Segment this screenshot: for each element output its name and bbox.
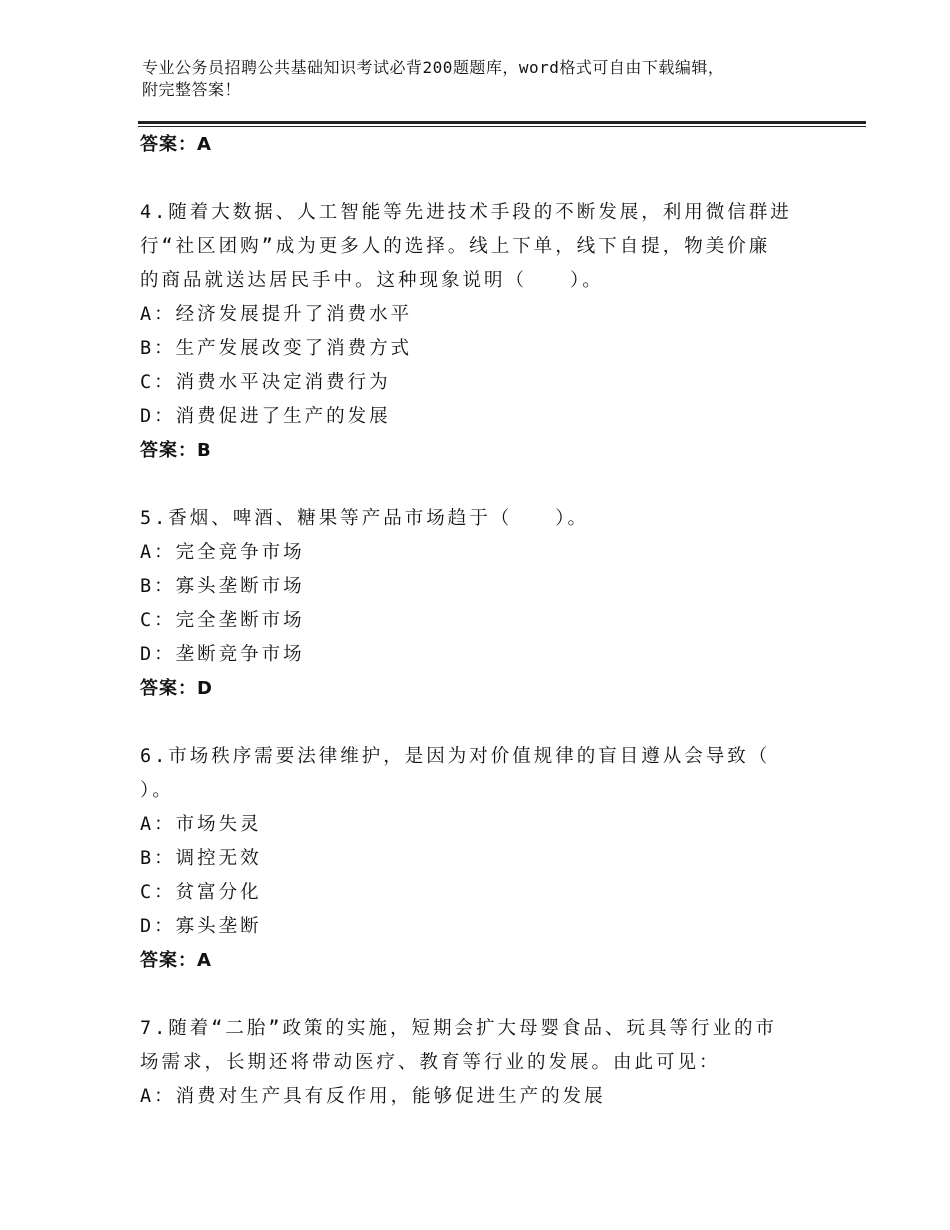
question-text-line: 5.香烟、啤酒、糖果等产品市场趋于（ ）。: [140, 508, 590, 529]
question-block: [140, 1012, 810, 1114]
question-text-line: 6.市场秩序需要法律维护，是因为对价值规律的盲目遵从会导致（: [140, 746, 771, 767]
answer-line: 答案：D: [140, 678, 213, 699]
option-c: C：贫富分化: [140, 882, 262, 903]
option-c: C：完全垄断市场: [140, 610, 305, 631]
question-text-line: 7.随着“二胎”政策的实施，短期会扩大母婴食品、玩具等行业的市: [140, 1018, 778, 1039]
option-d: D：垄断竞争市场: [140, 644, 305, 665]
question-block: [140, 502, 810, 706]
option-d: D：寡头垄断: [140, 916, 262, 937]
answer-line: 答案：A: [140, 950, 212, 971]
option-a: A：完全竞争市场: [140, 542, 305, 563]
answer-line: 答案：A: [140, 134, 212, 155]
option-a: A：经济发展提升了消费水平: [140, 304, 413, 325]
question-block: [140, 740, 810, 978]
question-list: [140, 128, 810, 1114]
spacer: [140, 706, 810, 740]
header-line-2: 附完整答案！: [142, 80, 242, 99]
question-text-line: 的商品就送达居民手中。这种现象说明（ ）。: [140, 270, 604, 291]
page-header: [142, 57, 832, 101]
header-rule-thin: [138, 126, 866, 127]
header-rule-thick: [138, 121, 866, 124]
option-c: C：消费水平决定消费行为: [140, 372, 391, 393]
answer-line: 答案：B: [140, 440, 212, 461]
question-text-line: 行“社区团购”成为更多人的选择。线上下单，线下自提，物美价廉: [140, 236, 771, 257]
question-block: [140, 196, 810, 468]
spacer: [140, 978, 810, 1012]
question-text-line: 4.随着大数据、人工智能等先进技术手段的不断发展，利用微信群进: [140, 202, 792, 223]
option-b: B：寡头垄断市场: [140, 576, 305, 597]
option-b: B：调控无效: [140, 848, 262, 869]
question-text-line: 场需求，长期还将带动医疗、教育等行业的发展。由此可见：: [140, 1052, 721, 1073]
option-a: A：市场失灵: [140, 814, 262, 835]
spacer: [140, 162, 810, 196]
spacer: [140, 468, 810, 502]
option-a: A：消费对生产具有反作用，能够促进生产的发展: [140, 1086, 606, 1107]
option-d: D：消费促进了生产的发展: [140, 406, 391, 427]
option-b: B：生产发展改变了消费方式: [140, 338, 413, 359]
header-line-1: 专业公务员招聘公共基础知识考试必背200题题库，word格式可自由下载编辑，: [142, 58, 725, 77]
question-text-line: ）。: [140, 780, 174, 801]
